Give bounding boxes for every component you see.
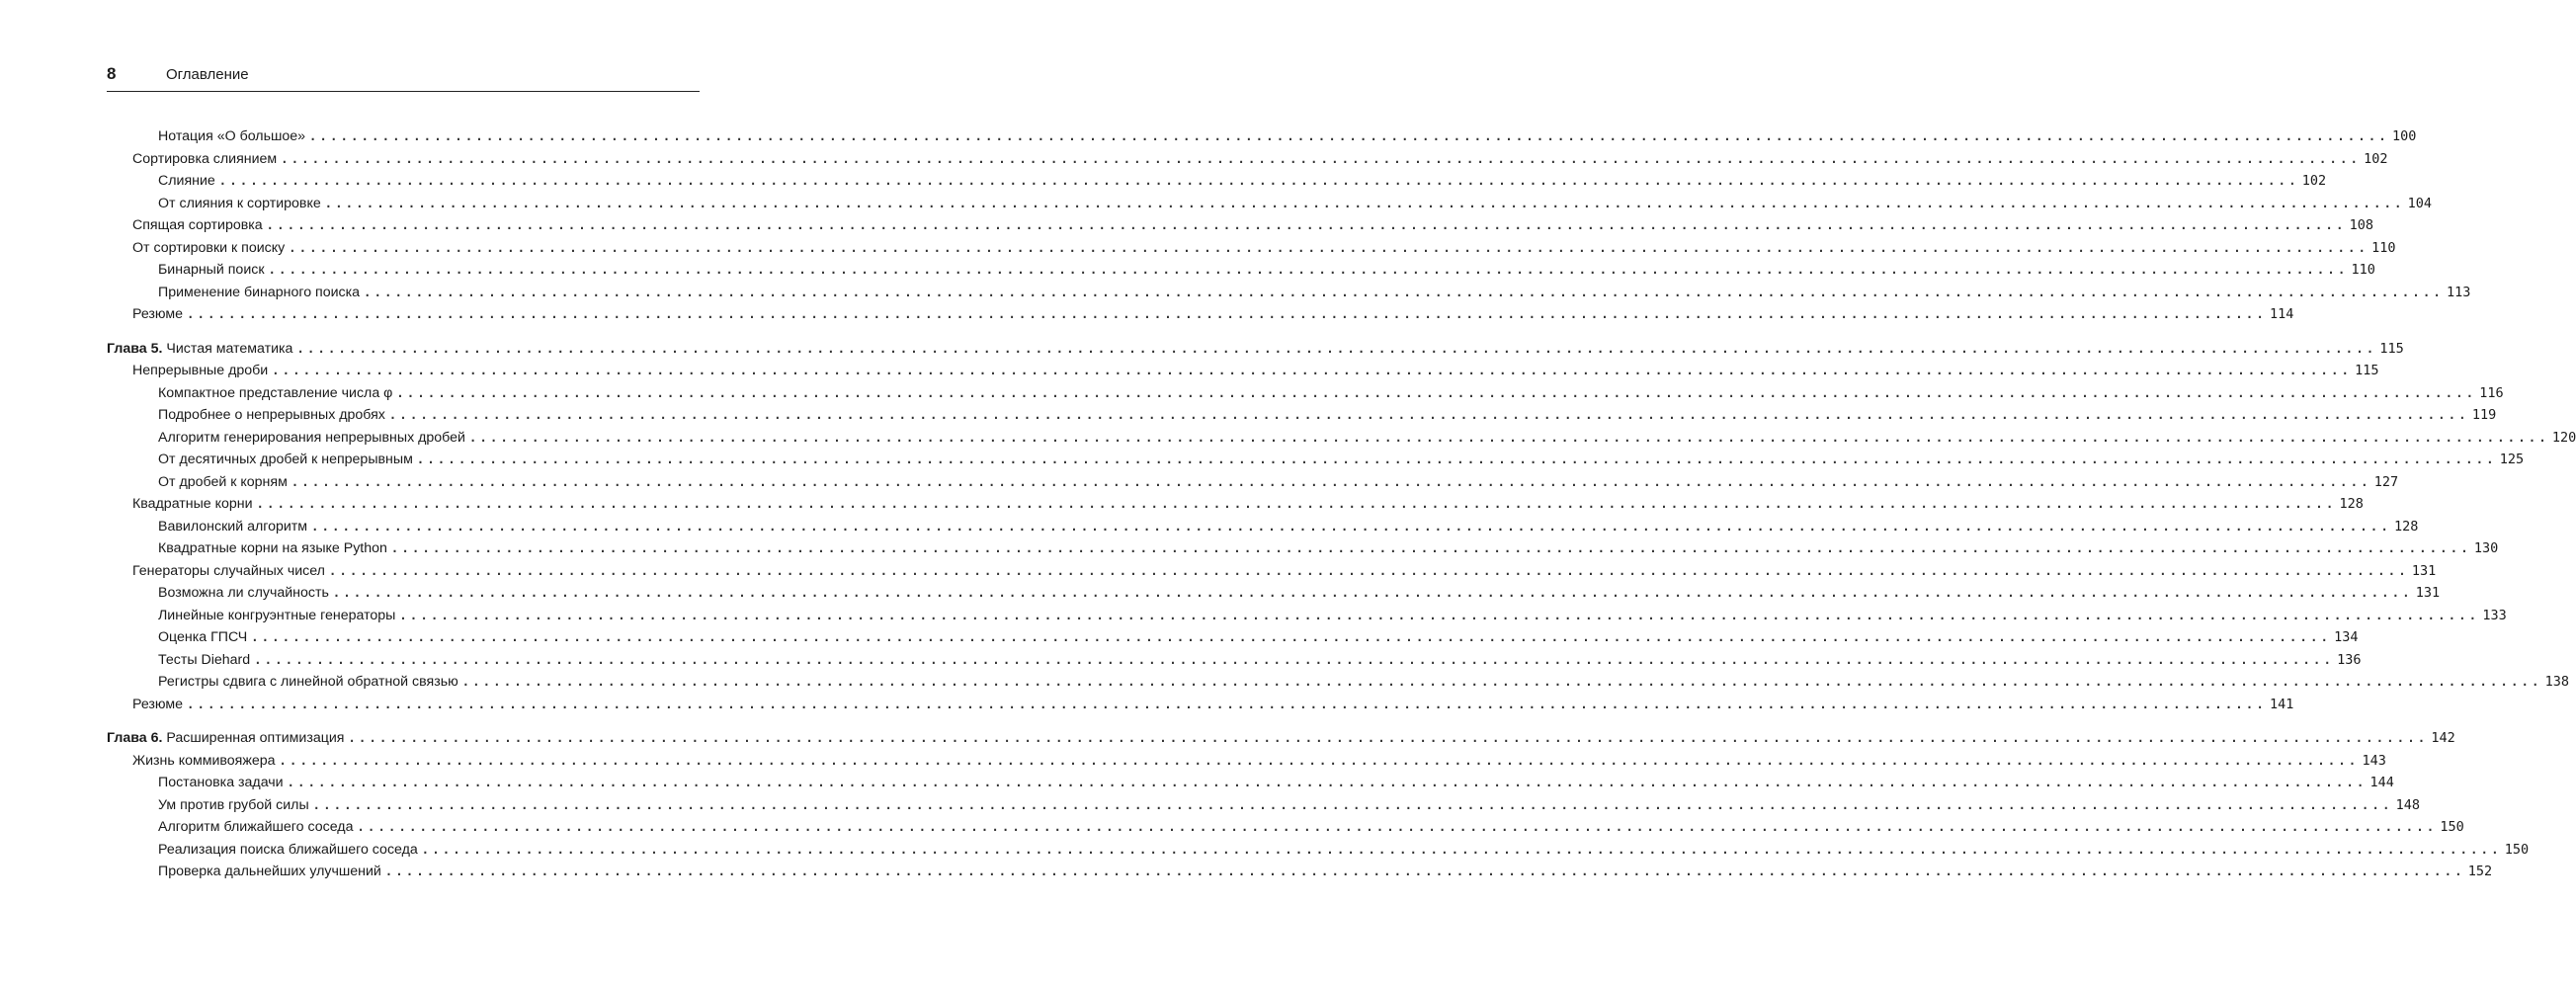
dot-leader: ........................................................................................................................................................................................................ — [332, 586, 2413, 600]
toc-entry-label — [132, 214, 263, 237]
toc-entry[interactable] — [158, 449, 2525, 471]
toc-entry-row[interactable] — [107, 861, 2493, 883]
toc-page-number: 130 — [2473, 540, 2499, 556]
toc-entry-row[interactable] — [107, 750, 2386, 773]
toc-page-number: 110 — [2371, 239, 2396, 256]
toc-page-number: 138 — [2544, 674, 2570, 690]
toc-entry-row[interactable] — [107, 382, 2504, 405]
toc-entry-row[interactable] — [107, 493, 2364, 516]
toc-entry-row[interactable] — [107, 605, 2507, 627]
toc-entry-label — [132, 237, 285, 260]
toc-page-number: 134 — [2334, 629, 2359, 645]
toc-entry-title: Оценка ГПСЧ — [158, 629, 248, 645]
toc-entry-row[interactable] — [107, 772, 2394, 794]
toc-entry-title: Слияние — [158, 173, 215, 189]
chapter-prefix: Глава 5. — [107, 340, 163, 357]
toc-entry-title: Линейные конгруэнтные генераторы — [158, 607, 396, 623]
running-title: Оглавление — [166, 66, 249, 83]
dot-leader: ........................................................................................................................................................................................................ — [296, 341, 2377, 356]
chapter-prefix: Глава 6. — [107, 730, 163, 746]
toc-entry-label — [132, 360, 268, 382]
dot-leader: ........................................................................................................................................................................................................ — [251, 630, 2332, 644]
dot-leader: ........................................................................................................................................................................................................ — [388, 408, 2469, 422]
toc-entry-title: Подробнее о непрерывных дробях — [158, 407, 385, 423]
dot-leader: ........................................................................................................................................................................................................ — [364, 285, 2444, 299]
toc-page-number: 114 — [2269, 306, 2294, 322]
toc-entry[interactable] — [158, 259, 2375, 282]
toc-entry-title: Вавилонский алгоритм — [158, 518, 308, 535]
toc-page-number: 143 — [2362, 752, 2386, 769]
dot-leader: ........................................................................................................................................................................................................ — [357, 820, 2438, 834]
dot-leader: ........................................................................................................................................................................................................ — [287, 776, 2368, 789]
toc-page-number: 110 — [2351, 262, 2375, 278]
toc-entry[interactable] — [132, 214, 2373, 237]
toc-entry-label — [158, 861, 381, 883]
toc-entry-row[interactable] — [107, 449, 2525, 471]
toc-entry-title: Чистая математика — [166, 340, 293, 357]
page-number: 8 — [107, 64, 117, 83]
toc-entry-title: Реализация поиска ближайшего соседа — [158, 841, 418, 858]
toc-entry-label — [158, 537, 387, 560]
dot-leader: ........................................................................................................................................................................................................ — [421, 842, 2502, 857]
toc-entry-title: Нотация «О большое» — [158, 128, 306, 144]
toc-entry-row[interactable] — [107, 193, 2433, 215]
toc-entry-row[interactable] — [107, 794, 2420, 817]
toc-entry-label — [158, 605, 395, 627]
toc-entry[interactable] — [132, 560, 2437, 583]
toc-entry-row[interactable] — [107, 237, 2396, 260]
dot-leader: ........................................................................................................................................................................................................ — [312, 797, 2393, 812]
table-of-contents — [107, 125, 2576, 883]
toc-entry-title: Непрерывные дроби — [132, 363, 269, 378]
toc-entry[interactable] — [158, 816, 2464, 839]
toc-entry-row[interactable] — [107, 537, 2499, 560]
toc-entry-row[interactable] — [107, 360, 2379, 382]
toc-entry-label — [132, 303, 183, 326]
toc-entry-title: Бинарный поиск — [158, 262, 265, 278]
toc-entry-label — [158, 282, 360, 304]
dot-leader: ........................................................................................................................................................................................................ — [384, 864, 2465, 878]
dot-leader: ........................................................................................................................................................................................................ — [399, 608, 2480, 622]
toc-page-number: 131 — [2415, 585, 2441, 601]
toc-entry-title: Применение бинарного поиска — [158, 284, 361, 300]
toc-entry-title: Регистры сдвига с линейной обратной связью — [158, 674, 458, 690]
toc-entry-label — [158, 471, 288, 494]
toc-entry-row[interactable] — [107, 816, 2464, 839]
toc-entry-title: Компактное представление числа φ — [158, 384, 393, 401]
toc-entry-row[interactable] — [107, 471, 2399, 494]
dot-leader: ........................................................................................................................................................................................................ — [254, 652, 2335, 667]
toc-page-number: 108 — [2349, 217, 2373, 233]
dot-leader: ........................................................................................................................................................................................................ — [468, 430, 2549, 445]
toc-entry-row[interactable] — [107, 303, 2294, 326]
toc-page-number: 100 — [2391, 128, 2417, 144]
toc-entry-label — [158, 671, 458, 694]
toc-entry-title: От слияния к сортировке — [158, 195, 321, 211]
toc-entry-label — [158, 449, 413, 471]
toc-entry-label — [158, 125, 305, 148]
toc-entry[interactable] — [158, 125, 2417, 148]
toc-entry[interactable] — [158, 649, 2362, 672]
dot-leader: ........................................................................................................................................................................................................ — [328, 563, 2409, 578]
toc-page-number: 102 — [2364, 150, 2388, 167]
toc-page-number: 144 — [2369, 775, 2394, 790]
toc-entry-label — [107, 338, 292, 361]
toc-entry-label — [158, 649, 250, 672]
toc-entry[interactable] — [158, 170, 2327, 193]
toc-entry[interactable] — [132, 493, 2364, 516]
toc-entry-title: Алгоритм генерирования непрерывных дробей — [158, 429, 465, 446]
toc-page-number: 128 — [2393, 518, 2419, 535]
toc-entry-title: Резюме — [132, 306, 184, 322]
toc-entry-label — [132, 750, 276, 773]
toc-entry-row[interactable] — [107, 626, 2359, 649]
dot-leader: ........................................................................................................................................................................................................ — [218, 174, 2299, 188]
dot-leader: ........................................................................................................................................................................................................ — [309, 129, 2389, 143]
toc-entry[interactable] — [158, 839, 2530, 862]
toc-entry-label — [158, 404, 385, 427]
toc-entry-label — [158, 193, 321, 215]
toc-entry-label — [158, 516, 307, 538]
toc-page-number: 120 — [2551, 429, 2576, 446]
toc-entry[interactable] — [132, 694, 2294, 716]
toc-entry[interactable] — [158, 671, 2570, 694]
toc-page-number: 102 — [2301, 173, 2327, 189]
toc-entry-row[interactable] — [107, 839, 2530, 862]
dot-leader: ........................................................................................................................................................................................................ — [311, 519, 2391, 534]
toc-entry-row[interactable] — [107, 694, 2294, 716]
toc-entry[interactable] — [132, 303, 2294, 326]
toc-page-number: 116 — [2479, 384, 2504, 401]
toc-entry-title: Алгоритм ближайшего соседа — [158, 819, 354, 835]
toc-entry[interactable] — [107, 727, 2455, 750]
toc-page-number: 150 — [2504, 841, 2530, 858]
toc-entry-label — [158, 259, 265, 282]
toc-entry[interactable] — [158, 471, 2399, 494]
dot-leader: ........................................................................................................................................................................................................ — [416, 453, 2497, 466]
toc-page-number: 125 — [2499, 452, 2525, 467]
toc-chapter-row[interactable] — [107, 727, 2455, 750]
toc-entry-row[interactable] — [107, 582, 2441, 605]
toc-entry-title: Квадратные корни на языке Python — [158, 540, 387, 556]
dot-leader: ........................................................................................................................................................................................................ — [396, 385, 2477, 400]
toc-entry-title: Жизнь коммивояжера — [132, 752, 276, 769]
toc-page-number: 141 — [2269, 696, 2294, 712]
toc-page-number: 119 — [2471, 407, 2497, 423]
toc-entry[interactable] — [158, 794, 2420, 817]
toc-page-number: 127 — [2373, 473, 2399, 490]
toc-entry-label — [158, 582, 329, 605]
toc-entry[interactable] — [132, 360, 2379, 382]
toc-page-number: 113 — [2447, 284, 2471, 300]
toc-entry-title: Постановка задачи — [158, 775, 284, 790]
toc-entry-row[interactable] — [107, 560, 2437, 583]
toc-page-number: 142 — [2431, 730, 2455, 746]
toc-entry-row[interactable] — [107, 282, 2471, 304]
toc-entry[interactable] — [158, 626, 2359, 649]
toc-entry-title: Квадратные корни — [132, 496, 253, 512]
dot-leader: ........................................................................................................................................................................................................ — [266, 218, 2347, 232]
toc-entry-title: От сортировки к поиску — [132, 239, 286, 256]
dot-leader: ........................................................................................................................................................................................................ — [281, 151, 2362, 166]
toc-entry-label — [132, 560, 325, 583]
toc-entry[interactable] — [158, 282, 2471, 304]
toc-entry-label — [158, 839, 418, 862]
toc-entry-row[interactable] — [107, 214, 2373, 237]
toc-entry[interactable] — [158, 382, 2504, 405]
toc-page-number: 115 — [2355, 363, 2379, 378]
toc-entry-label — [158, 626, 247, 649]
toc-entry-label — [158, 772, 284, 794]
dot-leader: ........................................................................................................................................................................................................ — [289, 240, 2369, 255]
toc-page-number: 136 — [2337, 651, 2362, 668]
toc-entry-label — [158, 816, 353, 839]
toc-entry-row[interactable] — [107, 649, 2362, 672]
toc-entry-label — [158, 170, 215, 193]
toc-entry[interactable] — [132, 148, 2388, 171]
toc-entry-title: Резюме — [132, 696, 184, 712]
toc-entry-row[interactable] — [107, 125, 2417, 148]
toc-entry[interactable] — [158, 404, 2497, 427]
dot-leader: ........................................................................................................................................................................................................ — [348, 731, 2429, 745]
toc-entry[interactable] — [158, 193, 2433, 215]
toc-entry[interactable] — [158, 861, 2493, 883]
toc-entry[interactable] — [158, 605, 2507, 627]
toc-entry-label — [158, 427, 465, 450]
dot-leader: ........................................................................................................................................................................................................ — [291, 474, 2371, 489]
toc-entry-title: Сортировка слиянием — [132, 150, 278, 167]
toc-page-number: 115 — [2379, 340, 2404, 357]
toc-entry-title: Тесты Diehard — [158, 651, 251, 668]
toc-entry-title: Спящая сортировка — [132, 217, 263, 233]
toc-entry[interactable] — [158, 582, 2441, 605]
toc-entry-label — [132, 148, 277, 171]
toc-page-number: 133 — [2482, 607, 2507, 623]
toc-entry-row[interactable] — [107, 427, 2576, 450]
page-header — [107, 63, 700, 92]
dot-leader: ........................................................................................................................................................................................................ — [256, 497, 2337, 511]
toc-entry[interactable] — [158, 537, 2499, 560]
dot-leader: ........................................................................................................................................................................................................ — [268, 263, 2349, 277]
toc-entry-title: От дробей к корням — [158, 473, 288, 490]
dot-leader: ........................................................................................................................................................................................................ — [272, 364, 2353, 377]
toc-entry-row[interactable] — [107, 170, 2327, 193]
toc-page-number: 128 — [2339, 496, 2364, 512]
toc-entry-row[interactable] — [107, 671, 2570, 694]
toc-entry[interactable] — [132, 750, 2386, 773]
toc-entry-title: От десятичных дробей к непрерывным — [158, 452, 413, 467]
toc-entry-label — [158, 382, 392, 405]
toc-entry[interactable] — [132, 237, 2396, 260]
toc-chapter-row[interactable] — [107, 338, 2404, 361]
dot-leader: ........................................................................................................................................................................................................ — [279, 753, 2360, 768]
toc-entry-title: Расширенная оптимизация — [166, 730, 345, 746]
toc-entry-row[interactable] — [107, 259, 2375, 282]
dot-leader: ........................................................................................................................................................................................................ — [187, 697, 2267, 711]
toc-page-number: 148 — [2395, 796, 2420, 813]
toc-page-number: 131 — [2411, 562, 2437, 579]
toc-entry-label — [158, 794, 309, 817]
toc-page-number: 152 — [2467, 864, 2493, 879]
toc-entry-row[interactable] — [107, 148, 2388, 171]
toc-entry-row[interactable] — [107, 516, 2419, 538]
toc-entry-label — [107, 727, 344, 750]
toc-entry[interactable] — [107, 338, 2404, 361]
dot-leader: ........................................................................................................................................................................................................ — [390, 541, 2471, 555]
toc-entry-label — [132, 493, 253, 516]
toc-entry-title: Генераторы случайных чисел — [132, 562, 325, 579]
toc-page-number: 104 — [2407, 195, 2433, 211]
toc-entry[interactable] — [158, 772, 2394, 794]
toc-entry-row[interactable] — [107, 404, 2497, 427]
toc-entry-label — [132, 694, 183, 716]
toc-entry-title: Проверка дальнейших улучшений — [158, 864, 381, 879]
toc-entry-title: Ум против грубой силы — [158, 796, 309, 813]
dot-leader: ........................................................................................................................................................................................................ — [187, 307, 2267, 321]
toc-entry[interactable] — [158, 427, 2576, 450]
dot-leader: ........................................................................................................................................................................................................ — [324, 196, 2405, 210]
toc-entry[interactable] — [158, 516, 2419, 538]
dot-leader: ........................................................................................................................................................................................................ — [461, 675, 2542, 689]
toc-entry-title: Возможна ли случайность — [158, 585, 329, 601]
toc-page-number: 150 — [2440, 819, 2464, 835]
